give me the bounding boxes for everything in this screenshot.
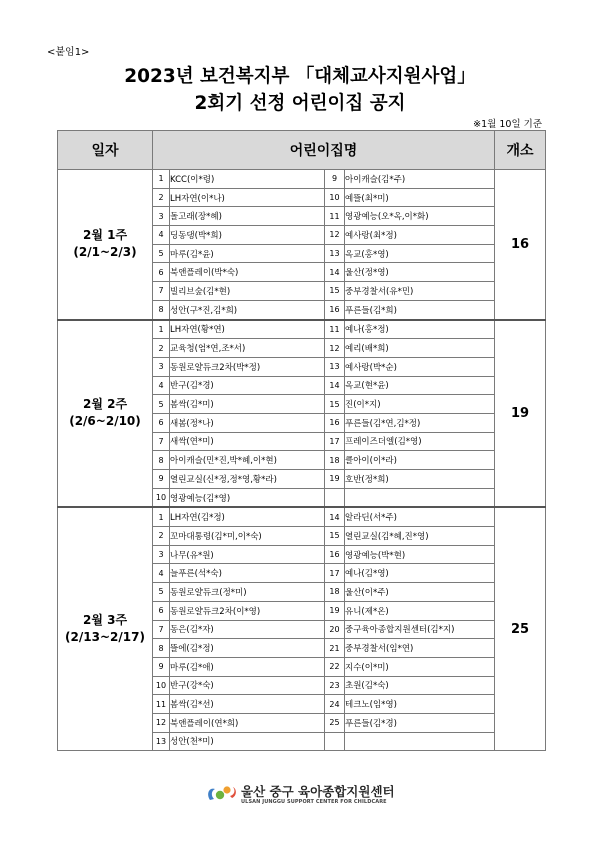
daycare-name-right: 중부경찰서(임*연) [345, 639, 495, 658]
row-number-right: 14 [325, 376, 345, 395]
table-row [58, 320, 546, 339]
row-number-right: 16 [325, 300, 345, 319]
daycare-name-left: LH자연(김*정) [170, 507, 325, 526]
daycare-name-right: 유니(제*온) [345, 601, 495, 620]
row-number-left: 4 [153, 226, 170, 245]
daycare-name-left: 돌고래(장*혜) [170, 207, 325, 226]
row-number-right: 10 [325, 188, 345, 207]
daycare-name-left: LH자연(황*연) [170, 320, 325, 339]
daycare-name-left: 마루(김*윤) [170, 244, 325, 263]
row-number-left: 4 [153, 564, 170, 583]
row-number-right: 15 [325, 282, 345, 301]
daycare-name-left: 반구(강*숙) [170, 676, 325, 695]
footer-org-name-en: ULSAN JUNGGU SUPPORT CENTER FOR CHILDCARE [241, 799, 387, 805]
row-number-left: 2 [153, 188, 170, 207]
daycare-name-right [345, 732, 495, 751]
week-date-cell [58, 507, 153, 750]
daycare-name-right: 예뜰(최*미) [345, 188, 495, 207]
daycare-name-right: 푸른들(김*희) [345, 300, 495, 319]
row-number-right [325, 488, 345, 507]
daycare-name-right: 영광예능(박*현) [345, 545, 495, 564]
row-number-left: 2 [153, 527, 170, 546]
daycare-selection-table [57, 130, 546, 751]
table-body [58, 170, 546, 751]
row-number-right: 20 [325, 620, 345, 639]
row-number-right [325, 732, 345, 751]
row-number-right: 23 [325, 676, 345, 695]
attachment-label: <붙임1> [47, 47, 90, 58]
daycare-name-right: 클아이(이*라) [345, 451, 495, 470]
page-subtitle: 2회기 선정 어린이집 공지 [194, 93, 406, 114]
footer-org-name: 울산 중구 육아종합지원센터 [241, 784, 395, 799]
table-row [58, 170, 546, 189]
footer-org [205, 780, 455, 810]
daycare-name-right: 호반(정*희) [345, 470, 495, 489]
row-number-right: 13 [325, 244, 345, 263]
row-number-left: 2 [153, 339, 170, 358]
childcare-center-logo-icon [205, 781, 239, 805]
row-number-left: 9 [153, 657, 170, 676]
row-number-right: 18 [325, 451, 345, 470]
header-count: 개소 [495, 131, 546, 170]
daycare-name-right: 예사랑(최*정) [345, 226, 495, 245]
row-number-left: 1 [153, 320, 170, 339]
row-number-right: 14 [325, 263, 345, 282]
daycare-name-left: 반구(김*경) [170, 376, 325, 395]
daycare-name-left: KCC(이*령) [170, 170, 325, 189]
daycare-name-right: 울산(이*주) [345, 583, 495, 602]
header-daycare-name: 어린이집명 [153, 131, 495, 170]
row-number-left: 13 [153, 732, 170, 751]
daycare-name-left: 교육청(엄*연,조*서) [170, 339, 325, 358]
daycare-name-right: 푸른들(김*연,김*정) [345, 413, 495, 432]
daycare-name-left: 성안(천*미) [170, 732, 325, 751]
row-number-right: 12 [325, 226, 345, 245]
row-number-right: 16 [325, 413, 345, 432]
daycare-name-right: 영광예능(오*옥,이*화) [345, 207, 495, 226]
daycare-name-right: 프레이즈더엘(김*영) [345, 432, 495, 451]
daycare-name-left: 동원로얄듀크2차(이*영) [170, 601, 325, 620]
row-number-left: 10 [153, 488, 170, 507]
row-number-left: 1 [153, 170, 170, 189]
row-number-right: 19 [325, 601, 345, 620]
daycare-name-left: 북앤플레이(박*숙) [170, 263, 325, 282]
daycare-name-right: 진(이*지) [345, 395, 495, 414]
daycare-name-right: 중구육아종합지원센터(김*지) [345, 620, 495, 639]
daycare-name-left: 열린교실(신*정,정*영,황*라) [170, 470, 325, 489]
row-number-right: 15 [325, 395, 345, 414]
row-number-left: 1 [153, 507, 170, 526]
daycare-name-right: 예나(김*영) [345, 564, 495, 583]
daycare-name-right: 옥교(홍*영) [345, 244, 495, 263]
daycare-name-left: 마루(김*애) [170, 657, 325, 676]
row-number-left: 6 [153, 601, 170, 620]
week-range: (2/1~2/3) [73, 245, 137, 260]
row-number-left: 5 [153, 395, 170, 414]
row-number-left: 3 [153, 207, 170, 226]
week-date-cell [58, 170, 153, 320]
daycare-name-left: 뜰에(김*정) [170, 639, 325, 658]
row-number-right: 9 [325, 170, 345, 189]
row-number-left: 7 [153, 282, 170, 301]
daycare-name-left: 아이캐슬(민*진,박*혜,이*현) [170, 451, 325, 470]
row-number-left: 8 [153, 639, 170, 658]
daycare-name-left: 성안(구*진,김*희) [170, 300, 325, 319]
week-count: 16 [495, 170, 546, 320]
daycare-name-right: 열린교실(김*혜,진*영) [345, 527, 495, 546]
row-number-right: 18 [325, 583, 345, 602]
week-range: (2/6~2/10) [69, 414, 141, 429]
row-number-left: 4 [153, 376, 170, 395]
row-number-left: 6 [153, 413, 170, 432]
table-row [58, 507, 546, 526]
daycare-name-left: 동원로얄듀크(정*미) [170, 583, 325, 602]
row-number-left: 10 [153, 676, 170, 695]
daycare-name-left: 동은(김*자) [170, 620, 325, 639]
row-number-right: 21 [325, 639, 345, 658]
daycare-name-right: 울산(정*영) [345, 263, 495, 282]
daycare-name-right: 예리(배*희) [345, 339, 495, 358]
row-number-left: 9 [153, 470, 170, 489]
row-number-right: 19 [325, 470, 345, 489]
daycare-name-left: 나무(유*원) [170, 545, 325, 564]
row-number-right: 11 [325, 320, 345, 339]
row-number-right: 12 [325, 339, 345, 358]
week-count: 25 [495, 507, 546, 750]
row-number-right: 11 [325, 207, 345, 226]
daycare-name-left: 영광예능(김*영) [170, 488, 325, 507]
daycare-name-left: 봄싹(김*미) [170, 395, 325, 414]
row-number-left: 8 [153, 451, 170, 470]
row-number-right: 17 [325, 432, 345, 451]
week-label: 2월 3주 [82, 613, 128, 628]
row-number-right: 13 [325, 357, 345, 376]
daycare-name-right: 푸른들(김*경) [345, 713, 495, 732]
row-number-right: 15 [325, 527, 345, 546]
row-number-left: 7 [153, 432, 170, 451]
daycare-name-left: 꼬마대통령(김*미,이*숙) [170, 527, 325, 546]
daycare-name-left: 딩동댕(박*희) [170, 226, 325, 245]
row-number-right: 25 [325, 713, 345, 732]
week-date-cell [58, 320, 153, 508]
row-number-left: 6 [153, 263, 170, 282]
week-range: (2/13~2/17) [65, 630, 145, 645]
row-number-left: 8 [153, 300, 170, 319]
daycare-name-left: 늘푸른(석*숙) [170, 564, 325, 583]
daycare-name-right: 중부경찰서(유*민) [345, 282, 495, 301]
daycare-name-left: 동원로얄듀크2차(박*정) [170, 357, 325, 376]
daycare-name-left: 빌리브숲(김*현) [170, 282, 325, 301]
page-title: 2023년 보건복지부 「대체교사지원사업」 [124, 66, 476, 87]
daycare-name-right: 초원(김*숙) [345, 676, 495, 695]
daycare-name-left: 북앤플레이(연*희) [170, 713, 325, 732]
row-number-left: 12 [153, 713, 170, 732]
daycare-name-right: 지수(이*미) [345, 657, 495, 676]
daycare-name-right: 예사랑(박*순) [345, 357, 495, 376]
row-number-left: 3 [153, 545, 170, 564]
row-number-left: 5 [153, 244, 170, 263]
row-number-right: 24 [325, 695, 345, 714]
row-number-right: 14 [325, 507, 345, 526]
week-label: 2월 1주 [82, 228, 128, 243]
daycare-name-left: LH자연(이*나) [170, 188, 325, 207]
daycare-name-right: 알라딘(서*주) [345, 507, 495, 526]
week-label: 2월 2주 [82, 397, 128, 412]
basis-date-note: ※1월 10일 기준 [473, 119, 542, 130]
row-number-right: 16 [325, 545, 345, 564]
header-date: 일자 [58, 131, 153, 170]
row-number-left: 11 [153, 695, 170, 714]
daycare-name-right: 예나(홍*정) [345, 320, 495, 339]
daycare-name-left: 새봄(정*나) [170, 413, 325, 432]
row-number-left: 5 [153, 583, 170, 602]
daycare-name-right: 테크노(임*영) [345, 695, 495, 714]
row-number-right: 17 [325, 564, 345, 583]
daycare-name-right: 아이캐슬(김*주) [345, 170, 495, 189]
daycare-name-right [345, 488, 495, 507]
row-number-right: 22 [325, 657, 345, 676]
week-count: 19 [495, 320, 546, 508]
daycare-name-left: 봄싹(김*선) [170, 695, 325, 714]
daycare-name-left: 새싹(연*미) [170, 432, 325, 451]
row-number-left: 3 [153, 357, 170, 376]
row-number-left: 7 [153, 620, 170, 639]
daycare-name-right: 옥교(현*윤) [345, 376, 495, 395]
